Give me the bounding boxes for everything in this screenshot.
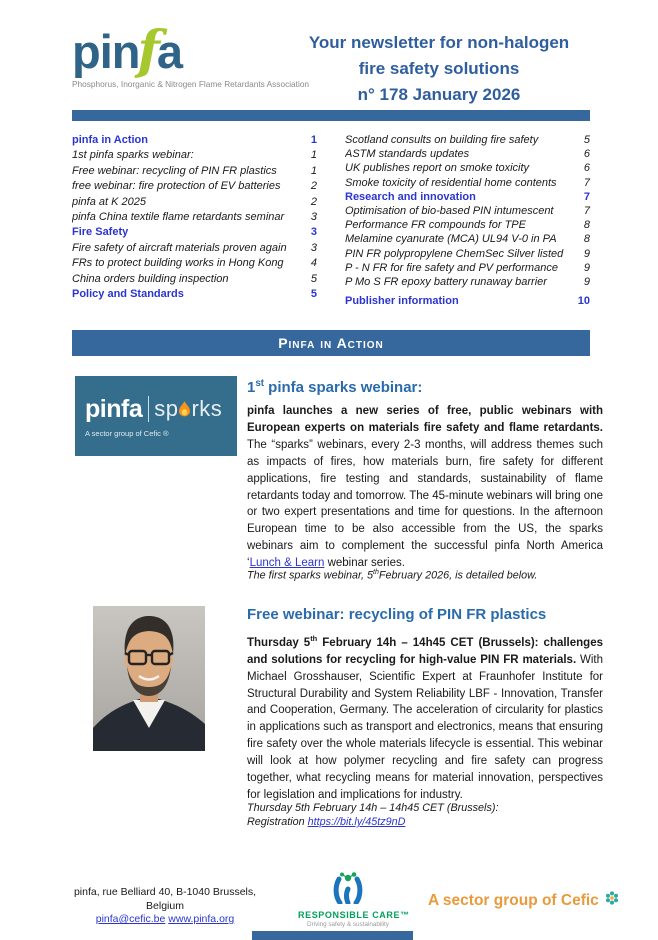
pinfa-logo-wordmark <box>72 20 282 81</box>
lunch-and-learn-link[interactable]: Lunch & Learn <box>249 557 325 570</box>
toc-entry[interactable]: pinfa at K 2025 2 <box>72 195 317 208</box>
article2-note-schedule: Thursday 5th February 14h – 14h45 CET (Brussels): <box>247 802 499 814</box>
toc-entry[interactable]: 1st pinfa sparks webinar: 1 <box>72 149 317 162</box>
website-link[interactable]: www.pinfa.org <box>168 913 235 925</box>
toc-entry[interactable]: Scotland consults on building fire safety 5 <box>345 134 590 146</box>
toc-entry[interactable]: Fire safety of aircraft materials proven again 3 <box>72 241 317 254</box>
cefic-text: A sector group of Cefic <box>428 892 599 909</box>
logo-tagline: Phosphorus, Inorganic & Nitrogen Flame Retardants Association <box>72 79 310 89</box>
toc-entry[interactable]: UK publishes report on smoke toxicity 6 <box>345 162 590 175</box>
masthead-line1: Your newsletter for non-halogen <box>308 33 570 52</box>
article2-heading: Free webinar: recycling of PIN FR plastics <box>247 606 547 623</box>
toc-column-left <box>72 133 331 308</box>
newsletter-masthead <box>288 30 590 108</box>
logo-text-a: a <box>156 25 182 78</box>
toc-entry-research-innovation[interactable]: Research and innovation 7 <box>345 190 590 203</box>
toc-entry[interactable]: Performance FR compounds for TPE 8 <box>345 219 590 232</box>
article1-note: The first sparks webinar, 5thFebruary 2026, is detailed below. <box>247 569 538 582</box>
toc-entry[interactable]: PIN FR polypropylene ChemSec Silver listed 9 <box>345 247 590 260</box>
toc-entry[interactable]: P Mo S FR epoxy battery runaway barrier 9 <box>345 276 590 289</box>
sparks-word: sp rks <box>154 396 223 421</box>
toc-entry[interactable]: Optimisation of bio-based PIN intumescent 7 <box>345 205 590 218</box>
masthead-issue: n° 178 January 2026 <box>357 85 521 104</box>
table-of-contents <box>72 133 590 308</box>
section-banner-pinfa-in-action: Pinfa in Action <box>72 330 590 356</box>
responsible-care-tagline: Driving safety & sustainability <box>307 921 389 928</box>
flower-icon <box>605 891 619 905</box>
speaker-portrait-photo <box>93 606 205 751</box>
toc-entry[interactable]: Free webinar: recycling of PIN FR plastics 1 <box>72 164 317 177</box>
sparks-tagline: A sector group of Cefic ® <box>85 428 169 438</box>
article2-note <box>247 801 603 829</box>
toc-entry[interactable]: pinfa China textile flame retardants seminar 3 <box>72 211 317 224</box>
toc-entry[interactable]: FRs to protect building works in Hong Kong 4 <box>72 257 317 270</box>
toc-entry-policy-standards[interactable]: Policy and Standards 5 <box>72 288 317 301</box>
toc-entry-fire-safety[interactable]: Fire Safety 3 <box>72 226 317 239</box>
toc-column-right <box>331 133 590 308</box>
logo-text-pin: pin <box>72 25 140 78</box>
sparks-divider <box>148 396 149 422</box>
responsible-care-name: RESPONSIBLE CARE™ <box>298 910 410 920</box>
responsible-care-logo <box>298 872 410 928</box>
registration-link[interactable]: https://bit.ly/45tz9nD <box>307 816 406 828</box>
bottom-page-bar <box>252 931 413 940</box>
toc-entry-pinfa-in-action[interactable]: pinfa in Action 1 <box>72 134 317 146</box>
article2-body: Thursday 5th February 14h – 14h45 CET (Brussels): challenges and solutions for recycling for high-value PIN FR materials. With Michael Grosshauser, Scientific Expert at Fraunhofer Institute for Structural Durability and System Reliability LBF - Innovation, Transfer and Cooperation, Germany. The acceleration of circularity for plastics in applications such as transport and electronics, means that ensuring fire safety over the whole materials lifecycle is essential. This webinar will look at how polymer recycling and fire safety can progress together, what recycling means for material innovation, perspectives for legislation and implications for industry. <box>247 634 603 801</box>
pinfa-sparks-logo <box>75 376 237 456</box>
toc-entry[interactable]: Melamine cyanurate (MCA) UL94 V-0 in PA 8 <box>345 233 590 246</box>
footer-address-block <box>56 886 274 927</box>
sparks-brand-text: pinfa <box>85 394 143 423</box>
footer-links <box>56 913 274 927</box>
toc-entry[interactable]: ASTM standards updates 6 <box>345 148 590 161</box>
toc-entry[interactable]: Smoke toxicity of residential home contents 7 <box>345 176 590 189</box>
toc-entry-publisher-information[interactable]: Publisher information 10 <box>345 295 590 308</box>
header-divider-bar <box>72 110 590 121</box>
cefic-sector-group-mark <box>428 892 619 910</box>
toc-entry[interactable]: P - N FR for fire safety and PV performance 9 <box>345 261 590 274</box>
article1-lead: pinfa launches a new series of free, public webinars with European experts on materials fire safety and flame retardants. <box>247 405 603 434</box>
toc-entry[interactable]: China orders building inspection 5 <box>72 272 317 285</box>
logo-text-f: f <box>137 20 159 81</box>
masthead-line2: fire safety solutions <box>358 59 520 78</box>
sparks-wordmark <box>85 395 227 424</box>
article1-body: pinfa launches a new series of free, public webinars with European experts on materials fire safety and flame retardants. The “sparks” webinars, every 2-3 months, will address themes such as impacts of fires, how materials burn, fire safety for different applications, fire testing and standards, sustainability of flame retardants today and tomorrow. The 45-minute webinars will bring one or two expert presentations and time for questions. In the afternoon European time to be also accessible from the US, the sparks webinars aim to complement the successful pinfa North America ‘Lunch & Learn webinar series. <box>247 405 603 570</box>
article2-lead: Thursday 5th February 14h – 14h45 CET (Brussels): challenges and solutions for recycling for high-value PIN FR materials. <box>247 634 603 666</box>
email-link[interactable]: pinfa@cefic.be <box>95 913 166 925</box>
flame-icon <box>179 401 190 417</box>
article2-note-registration: Registration https://bit.ly/45tz9nD <box>247 816 406 828</box>
pinfa-logo <box>72 20 310 89</box>
footer-address: pinfa, rue Belliard 40, B-1040 Brussels, Belgium <box>73 886 257 912</box>
hands-molecule-icon <box>326 872 370 904</box>
toc-entry[interactable]: free webinar: fire protection of EV batteries 2 <box>72 180 317 193</box>
article1-heading: 1st pinfa sparks webinar: <box>247 378 423 396</box>
